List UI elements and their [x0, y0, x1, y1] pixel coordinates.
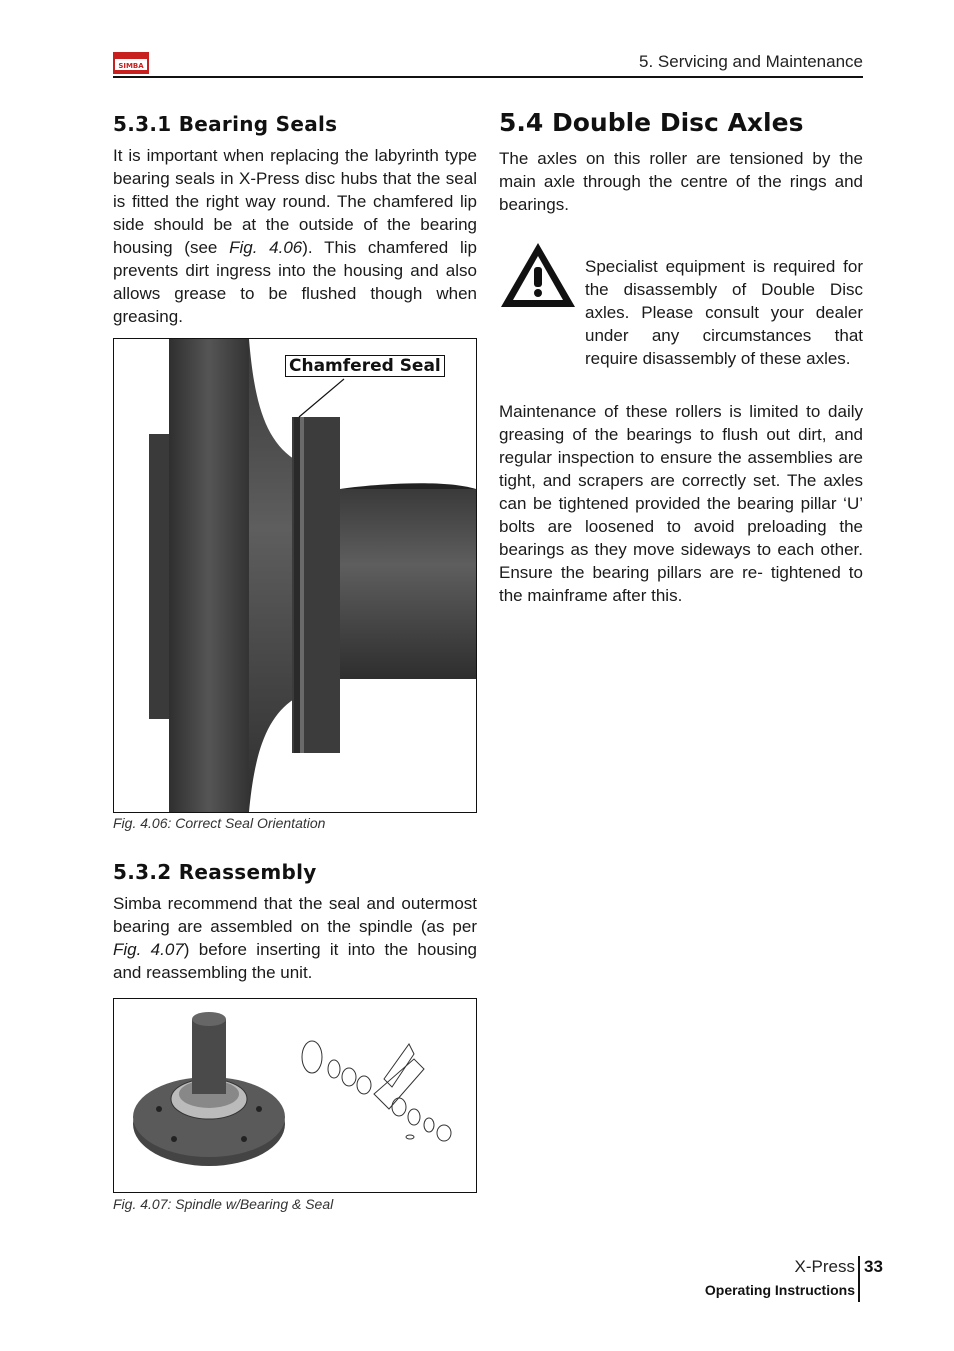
page-number: 33: [864, 1257, 883, 1276]
axles-intro: The axles on this roller are tensioned by the main axle through the centre of the rings and bearings.: [499, 149, 863, 214]
figure-spindle-bearing-seal: [113, 998, 477, 1193]
footer-subtitle: Operating Instructions: [704, 1282, 855, 1298]
fig1-caption: Fig. 4.06: Correct Seal Orientation: [113, 815, 326, 831]
axles-heading: 5.4 Double Disc Axles: [499, 108, 804, 137]
header-rule: [113, 76, 863, 78]
spindle-illustration: [114, 999, 476, 1192]
reassembly-heading: 5.3.2 Reassembly: [113, 860, 317, 884]
svg-text:SIMBA: SIMBA: [118, 62, 144, 70]
reassembly-section: [113, 860, 477, 984]
fig-ref: Fig. 4.06: [229, 238, 303, 257]
double-disc-axles-section: [499, 108, 863, 216]
fig-ref: Fig. 4.07: [113, 940, 184, 959]
maintenance-section: [499, 400, 863, 607]
bearing-seals-section: [113, 112, 477, 328]
bearing-seals-heading: 5.3.1 Bearing Seals: [113, 112, 338, 136]
warning-text: Specialist equipment is required for the disassembly of Double Disc axles. Please consult your dealer under any circumstances that require disassembly of these axles.: [585, 257, 863, 368]
fig2-caption: Fig. 4.07: Spindle w/Bearing & Seal: [113, 1196, 334, 1212]
maintenance-paragraph: Maintenance of these rollers is limited to daily greasing of the bearings to flush out dirt, and regular inspection to ensure the assemblies are tight, and scrapers are correctly set. The axles can be tightened provided the bearing pillar ‘U’ bolts are loosened to avoid preloading the bearings as they move sideways to each other. Ensure the bearing pillars are re- tightened to the mainframe after this.: [499, 402, 863, 605]
bearing-seals-paragraph: It is important when replacing the labyrinth type bearing seals in X-Press disc hubs that the seal is fitted the right way round. The chamfered lip side should be at the outside of the bearing housing (see Fig. 4.06). This chamfered lip prevents dirt ingress into the housing and also allows grease to be flushed though when greasing.: [113, 146, 477, 326]
warning-triangle-icon: [499, 240, 577, 310]
figure-correct-seal-orientation: [113, 338, 477, 813]
chamfered-seal-label: Chamfered Seal: [285, 355, 445, 377]
footer-divider: [858, 1256, 860, 1302]
simba-logo: [113, 52, 149, 74]
footer-product: X-Press: [794, 1257, 855, 1276]
section-title: 5. Servicing and Maintenance: [639, 52, 863, 71]
hub-seal-illustration: [114, 339, 476, 812]
reassembly-paragraph: Simba recommend that the seal and outermost bearing are assembled on the spindle (as per Fig. 4.07) before inserting it into the housing and reassembling the unit.: [113, 894, 477, 982]
